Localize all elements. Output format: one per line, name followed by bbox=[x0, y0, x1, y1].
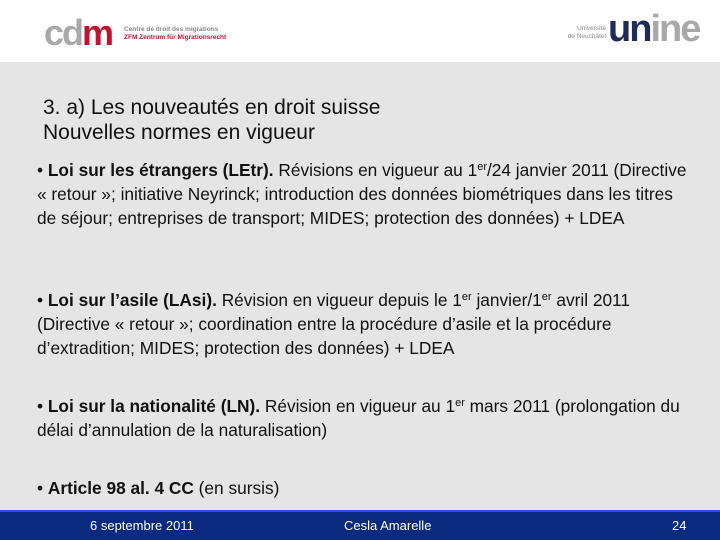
bullet-lasi: • Loi sur l’asile (LAsi). Révision en vigueur depuis le 1er janvier/1er avril 2011 (Directive « retour »; coordination entre la procédure d’asile et la procédure d’extradition; MIDES; protection des données) + LDEA bbox=[37, 290, 630, 358]
footer-page-number: 24 bbox=[672, 518, 687, 533]
cdm-logo bbox=[40, 12, 240, 54]
footer-author: Cesla Amarelle bbox=[344, 518, 432, 533]
unine-logo bbox=[556, 8, 700, 54]
slide-footer bbox=[0, 510, 720, 540]
slide-title bbox=[43, 95, 703, 145]
bullet-article-98: • Article 98 al. 4 CC (en sursis) bbox=[37, 478, 280, 498]
slide-title-line1: 3. a) Les nouveautés en droit suisse bbox=[43, 96, 381, 119]
slide-content bbox=[0, 62, 720, 510]
bullet-ln-heading: Loi sur la nationalité (LN). bbox=[47, 396, 261, 416]
cdm-logo-wordmark: cdm bbox=[44, 12, 113, 53]
bullet-article-98-heading: Article 98 al. 4 CC bbox=[47, 478, 194, 498]
bullet-letr-heading: Loi sur les étrangers (LEtr). bbox=[47, 160, 274, 180]
unine-logo-subtitle: Université de Neuchâtel bbox=[567, 25, 606, 40]
footer-date: 6 septembre 2011 bbox=[90, 518, 194, 533]
cdm-logo-subtitle: Centre de droit des migrations ZFM Zentrum für Migrationsrecht bbox=[124, 26, 227, 41]
slide-header bbox=[0, 0, 720, 62]
slide-title-line2: Nouvelles normes en vigueur bbox=[43, 121, 315, 144]
unine-logo-wordmark: unine bbox=[608, 8, 700, 50]
bullet-lasi-heading: Loi sur l’asile (LAsi). bbox=[47, 290, 217, 310]
bullet-letr: • Loi sur les étrangers (LEtr). Révisions en vigueur au 1er/24 janvier 2011 (Directive « retour »; initiative Neyrinck; introduction des données biométriques dans les titres de séjour; entreprises de transport; MIDES; protection des données) + LDEA bbox=[37, 160, 687, 228]
bullet-ln: • Loi sur la nationalité (LN). Révision en vigueur au 1er mars 2011 (prolongation du délai d’annulation de la naturalisation) bbox=[37, 396, 680, 440]
